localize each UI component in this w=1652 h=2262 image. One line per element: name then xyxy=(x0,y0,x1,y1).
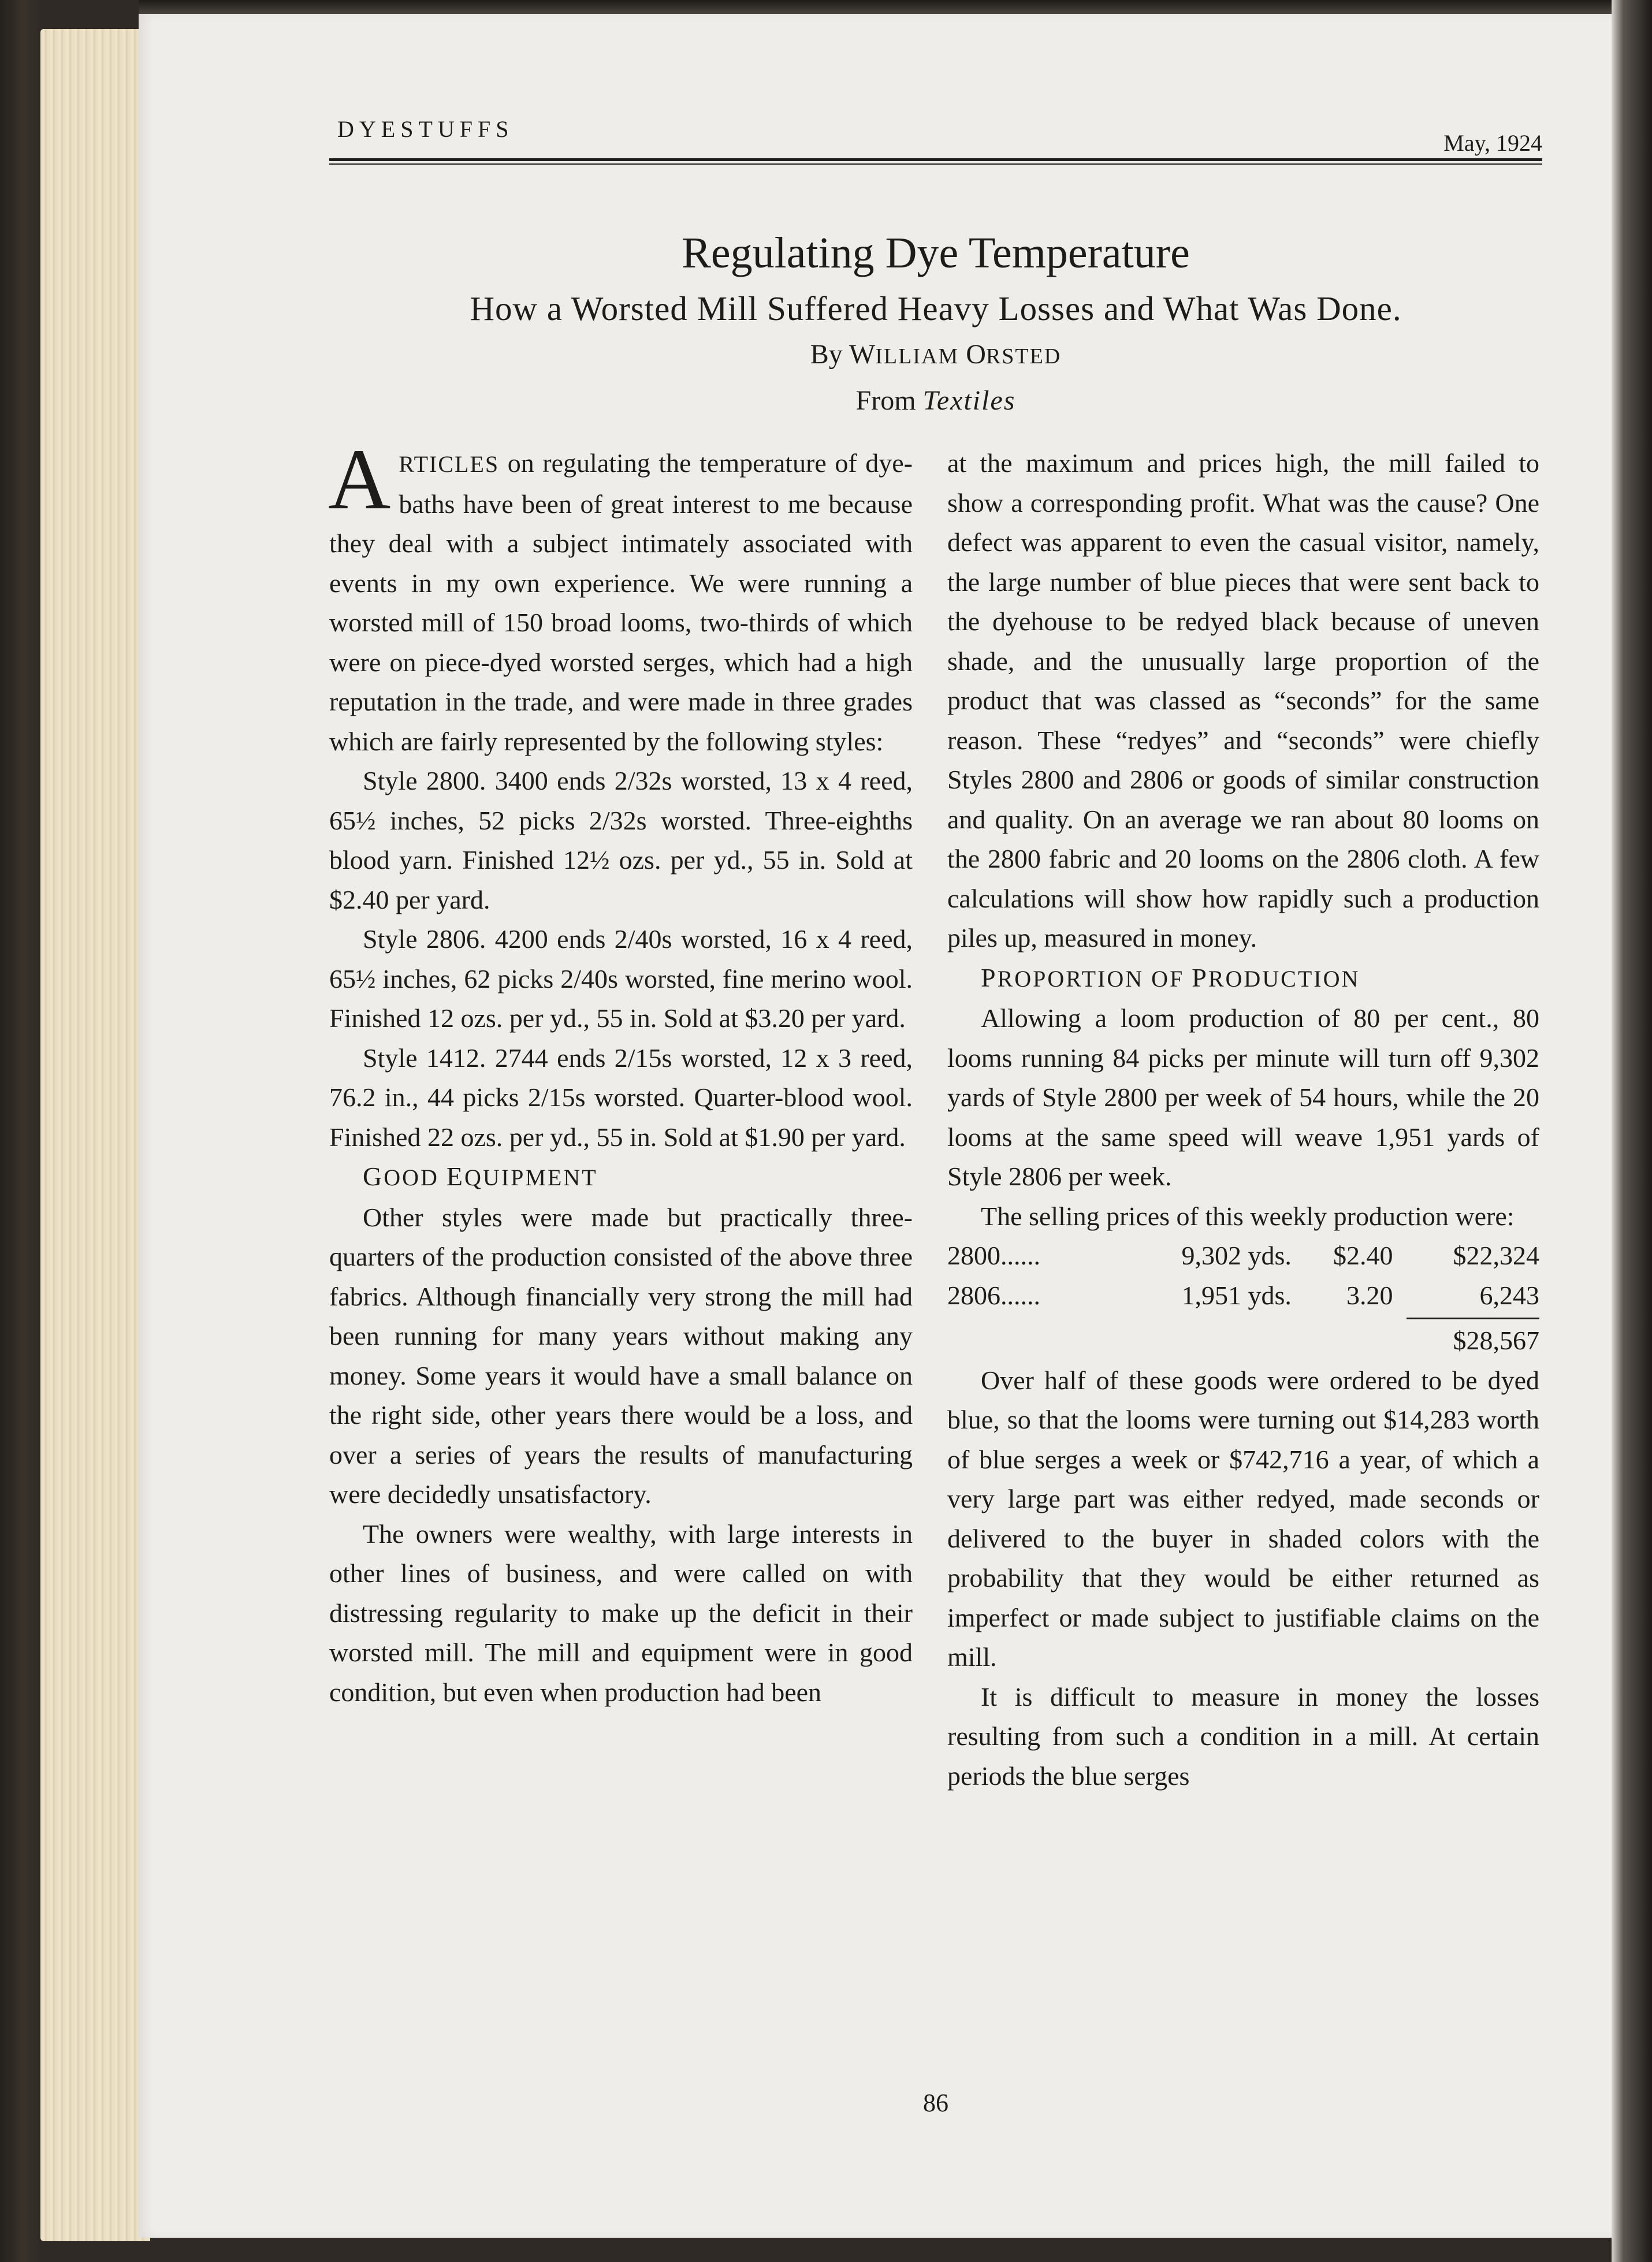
author-last-rest: RSTED xyxy=(985,344,1062,369)
heading-rest: OF xyxy=(1151,965,1185,992)
style-cell: 2800...... xyxy=(947,1241,1040,1270)
article-title: Regulating Dye Temperature xyxy=(682,229,1190,277)
running-head xyxy=(329,116,1542,156)
style-2800-paragraph: Style 2800. 3400 ends 2/32s worsted, 13 x 4 reed, 65½ inches, 52 picks 2/32s worsted. Three-eighths blood yarn. Finished 12½ ozs. per yd., 55 in. Sold at $2.40 per yard. xyxy=(329,766,913,914)
page-number: 86 xyxy=(923,2089,948,2117)
total-rule xyxy=(1407,1318,1539,1319)
drop-cap: A xyxy=(328,431,391,527)
price-cell: $2.40 xyxy=(1333,1241,1393,1270)
byline-prefix: By xyxy=(810,339,843,370)
heading-cap: P xyxy=(1192,962,1208,992)
header-rule xyxy=(329,158,1542,161)
heading-cap: P xyxy=(981,962,998,992)
heading-rest: ROPORTION xyxy=(997,965,1144,992)
total-cell: 6,243 xyxy=(1479,1280,1539,1310)
intro-paragraph xyxy=(328,431,913,761)
scan-top-edge xyxy=(139,0,1623,14)
journal-name: DYESTUFFS xyxy=(337,116,514,142)
byline xyxy=(329,341,1542,369)
heading-cap: G xyxy=(363,1162,384,1191)
style-2806-paragraph: Style 2806. 4200 ends 2/40s worsted, 16 x 4 reed, 65½ inches, 62 picks 2/40s worsted, fine merino wool. Finished 12 ozs. per yd., 55 in. Sold at $3.20 per yard. xyxy=(329,924,913,1033)
other-styles-paragraph: Other styles were made but practically three-quarters of the production consisted of the above three fabrics. Although financially very strong the mill had been running for many years without making any money. Some years it would have a small balance on the right side, other years there would be a loss, and over a series of years the results of manufacturing were decidedly unsatisfactory. xyxy=(329,1202,913,1509)
heading-cap: E xyxy=(446,1162,465,1191)
style-cell: 2806...... xyxy=(947,1280,1040,1310)
owners-paragraph: The owners were wealthy, with large interests in other lines of business, and were called on with distressing regularity to make up the deficit in their worsted mill. The mill and equipment were in good condition, but even when production had been xyxy=(329,1519,913,1707)
price-cell: 3.20 xyxy=(1346,1280,1393,1310)
table-row xyxy=(947,1276,1539,1316)
difficult-paragraph: It is difficult to measure in money the losses resulting from such a condition in a mill. At certain periods the blue serges xyxy=(947,1681,1539,1791)
selling-paragraph: The selling prices of this weekly production were: xyxy=(981,1201,1515,1231)
heading-rest: RODUCTION xyxy=(1208,965,1360,992)
issue-date: May, 1924 xyxy=(1443,130,1542,156)
style-1412-paragraph: Style 1412. 2744 ends 2/15s worsted, 12 x 3 reed, 76.2 in., 44 picks 2/15s worsted. Quarter-blood wool. Finished 22 ozs. per yd., 55 in. Sold at $1.90 per yard. xyxy=(329,1043,913,1152)
intro-text: on regulating the temperature of dye-baths have been of great interest to me because they deal with a subject intimately associated with events in my own experience. We were running a worsted mill of 150 broad looms, two-thirds of which were on piece-dyed worsted serges, which had a high reputation in the trade, and were made in three grades which are fairly represented by the following styles: xyxy=(329,448,913,756)
grand-total-cell: $28,567 xyxy=(1453,1326,1539,1355)
book-page-edges xyxy=(40,29,150,2241)
author-first-initial: W xyxy=(849,339,876,370)
author-last-initial: O xyxy=(966,339,986,370)
section-heading-good-equipment xyxy=(329,1157,913,1198)
table-total-row xyxy=(947,1321,1539,1361)
total-cell: $22,324 xyxy=(1453,1241,1539,1270)
yards-cell: 9,302 yds. xyxy=(1181,1241,1292,1270)
scan-right-edge xyxy=(1612,0,1652,2262)
source-line xyxy=(329,387,1542,415)
header-rule-thin xyxy=(329,163,1542,165)
source-prefix: From xyxy=(855,385,916,416)
total-rule-row xyxy=(947,1315,1539,1321)
right-column xyxy=(947,444,1539,1796)
source-name: Textiles xyxy=(922,385,1016,416)
author-first-rest: ILLIAM xyxy=(875,344,959,369)
yards-cell: 1,951 yds. xyxy=(1181,1280,1292,1310)
allowing-paragraph: Allowing a loom production of 80 per cent., 80 looms running 84 picks per minute will turn off 9,302 yards of Style 2800 per week of 54 hours, while the 20 looms at the same speed will weave 1,951 yards of Style 2806 per week. xyxy=(947,1003,1539,1191)
table-row xyxy=(947,1236,1539,1276)
heading-rest: QUIPMENT xyxy=(464,1165,598,1190)
continued-paragraph: at the maximum and prices high, the mill failed to show a corresponding profit. What was the cause? One defect was apparent to even the casual visitor, namely, the large number of blue pieces that were sent back to the dyehouse to be redyed black because of uneven shade, and the unusually large proportion of the product that was classed as “seconds” for the same reason. These “redyes” and “seconds” were chiefly Styles 2800 and 2806 or goods of similar construction and quality. On an average we ran about 80 looms on the 2800 fabric and 20 looms on the 2806 cloth. A few calculations will show how rapidly such a production piles up, measured in money. xyxy=(947,448,1539,953)
article-subtitle: How a Worsted Mill Suffered Heavy Losses and What Was Done. xyxy=(470,289,1402,328)
left-column xyxy=(328,431,913,1712)
price-table xyxy=(947,1236,1539,1361)
heading-rest: OOD xyxy=(384,1165,439,1190)
intro-smallcaps: RTICLES xyxy=(399,451,500,477)
section-heading-proportion xyxy=(947,958,1539,999)
over-half-paragraph: Over half of these goods were ordered to be dyed blue, so that the looms were turning out $14,283 worth of blue serges a week or $742,716 a year, of which a very large part was either redyed, made seconds or delivered to the buyer in shaded colors with the probability that they would be either returned as imperfect or made subject to justifiable claims on the mill. xyxy=(947,1365,1539,1672)
